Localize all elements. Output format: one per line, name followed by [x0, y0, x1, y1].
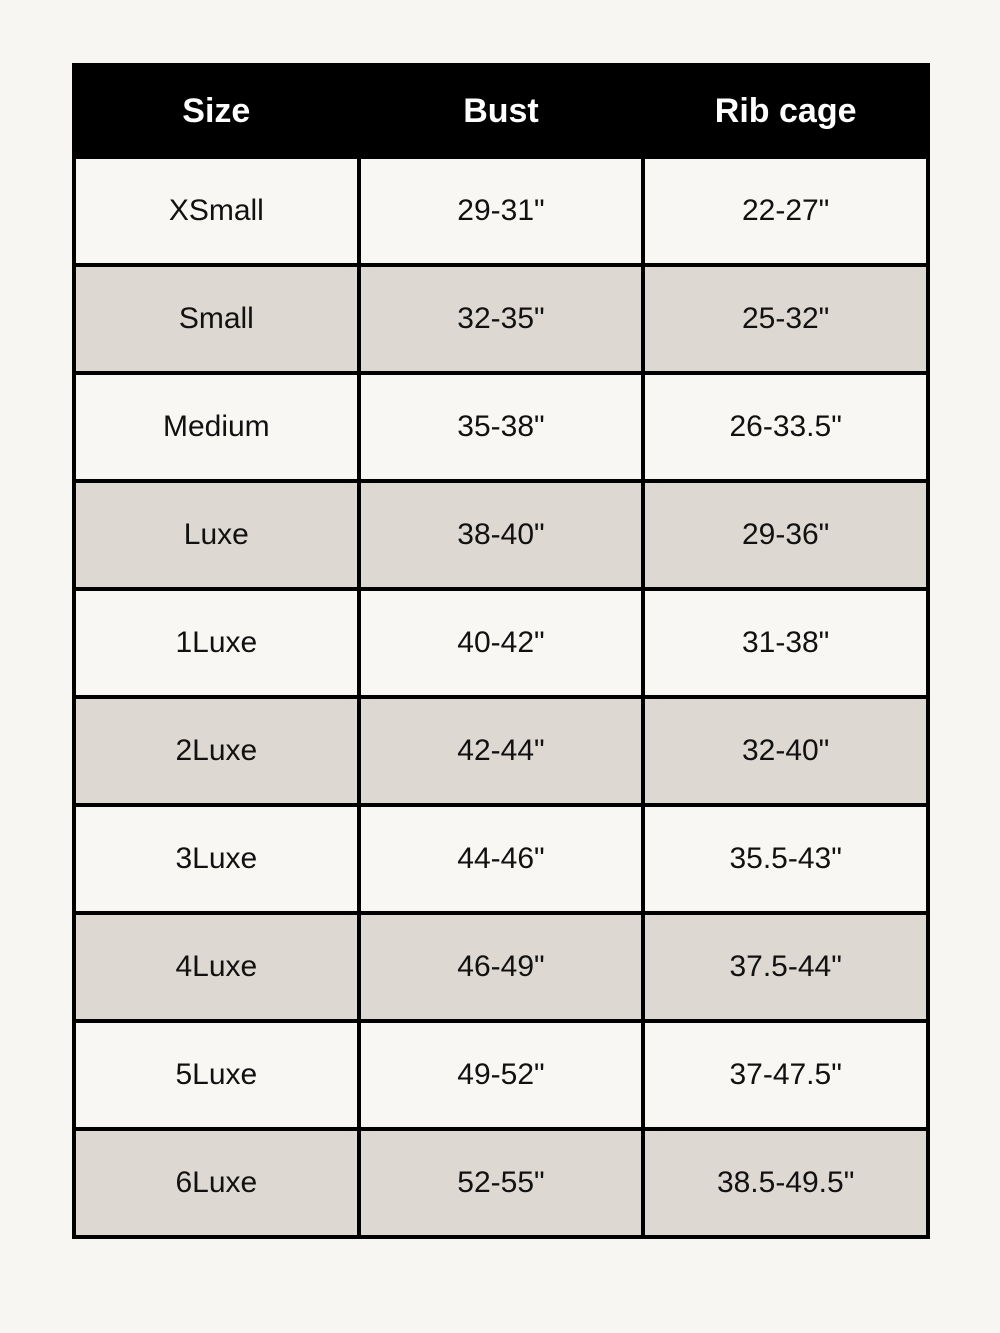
- size-cell: 1Luxe: [74, 589, 359, 697]
- table-row: [74, 697, 928, 805]
- bust-cell: 46-49": [359, 913, 644, 1021]
- rib-cage-cell: 31-38": [643, 589, 928, 697]
- bust-cell: 38-40": [359, 481, 644, 589]
- size-cell: XSmall: [74, 157, 359, 265]
- table-row: [74, 1021, 928, 1129]
- bust-cell: 49-52": [359, 1021, 644, 1129]
- size-cell: 4Luxe: [74, 913, 359, 1021]
- size-cell: 6Luxe: [74, 1129, 359, 1237]
- rib-cage-cell: 32-40": [643, 697, 928, 805]
- table-row: [74, 373, 928, 481]
- header-bust: Bust: [359, 65, 644, 157]
- size-chart-body: [74, 157, 928, 1237]
- header-size: Size: [74, 65, 359, 157]
- bust-cell: 44-46": [359, 805, 644, 913]
- rib-cage-cell: 22-27": [643, 157, 928, 265]
- size-cell: 3Luxe: [74, 805, 359, 913]
- bust-cell: 40-42": [359, 589, 644, 697]
- table-row: [74, 1129, 928, 1237]
- table-row: [74, 805, 928, 913]
- size-cell: Small: [74, 265, 359, 373]
- rib-cage-cell: 37-47.5": [643, 1021, 928, 1129]
- size-cell: 2Luxe: [74, 697, 359, 805]
- rib-cage-cell: 29-36": [643, 481, 928, 589]
- rib-cage-cell: 38.5-49.5": [643, 1129, 928, 1237]
- size-cell: 5Luxe: [74, 1021, 359, 1129]
- size-chart-header: [74, 65, 928, 157]
- size-cell: Medium: [74, 373, 359, 481]
- rib-cage-cell: 35.5-43": [643, 805, 928, 913]
- header-row: [74, 65, 928, 157]
- bust-cell: 42-44": [359, 697, 644, 805]
- bust-cell: 32-35": [359, 265, 644, 373]
- size-chart-table: [72, 63, 930, 1239]
- table-row: [74, 589, 928, 697]
- rib-cage-cell: 26-33.5": [643, 373, 928, 481]
- table-row: [74, 265, 928, 373]
- table-row: [74, 157, 928, 265]
- table-row: [74, 913, 928, 1021]
- bust-cell: 29-31": [359, 157, 644, 265]
- rib-cage-cell: 37.5-44": [643, 913, 928, 1021]
- table-row: [74, 481, 928, 589]
- header-rib-cage: Rib cage: [643, 65, 928, 157]
- bust-cell: 35-38": [359, 373, 644, 481]
- size-cell: Luxe: [74, 481, 359, 589]
- rib-cage-cell: 25-32": [643, 265, 928, 373]
- bust-cell: 52-55": [359, 1129, 644, 1237]
